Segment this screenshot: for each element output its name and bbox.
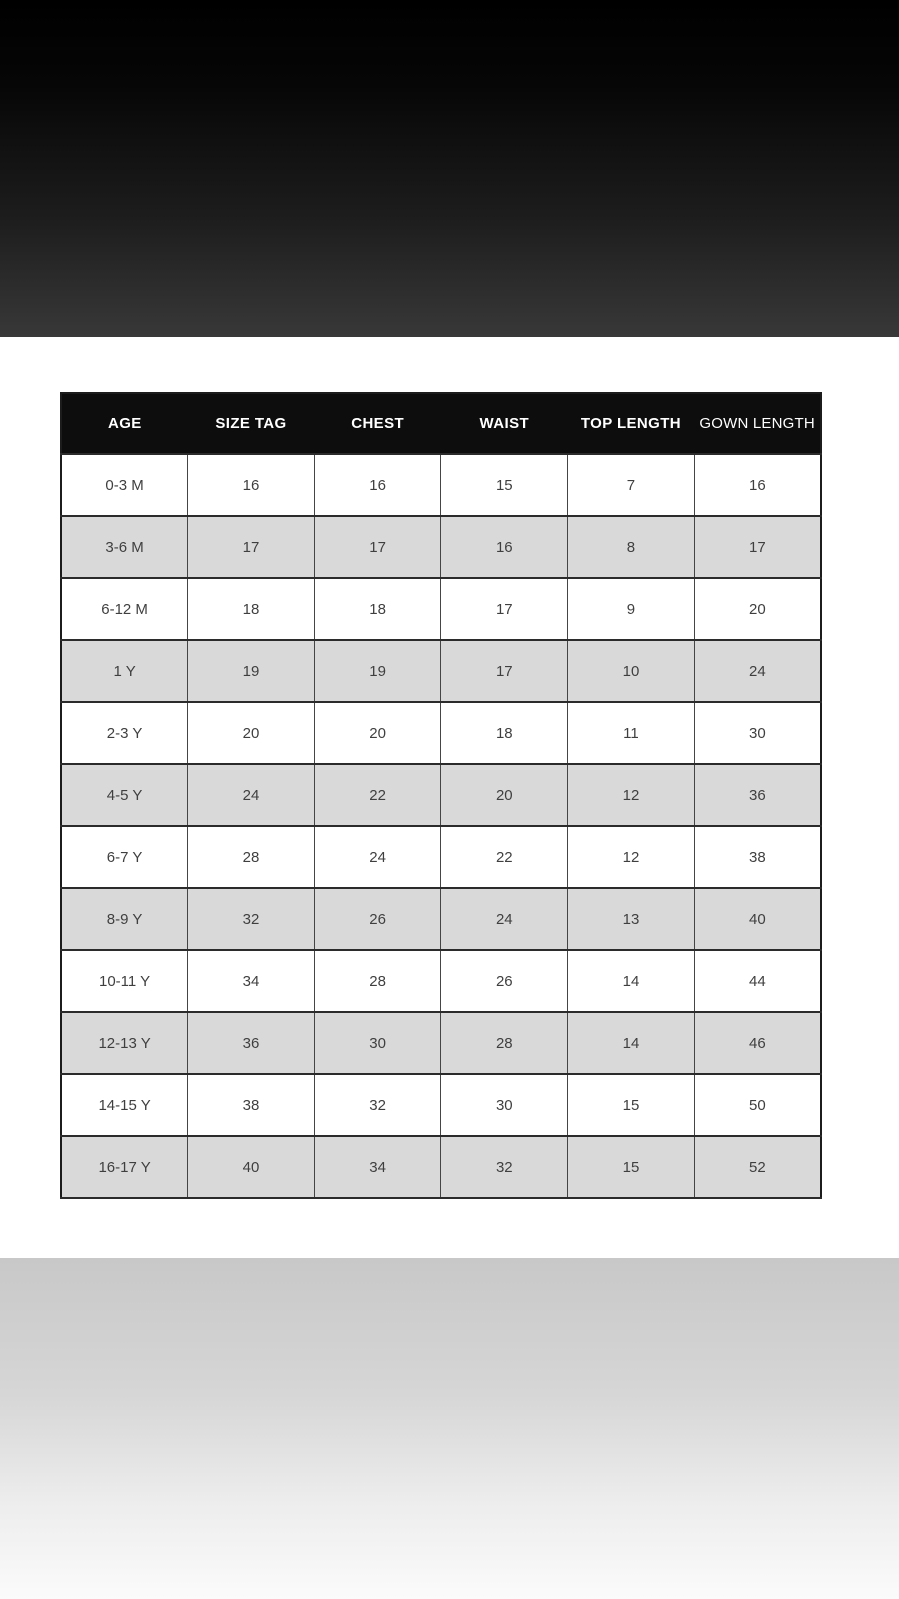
bottom-gradient-banner (0, 1258, 899, 1599)
table-cell: 17 (188, 516, 315, 578)
table-cell: 14 (568, 1012, 695, 1074)
table-cell: 30 (314, 1012, 441, 1074)
table-cell: 18 (188, 578, 315, 640)
table-cell: 7 (568, 454, 695, 516)
table-cell: 32 (188, 888, 315, 950)
table-cell: 15 (568, 1136, 695, 1198)
table-cell: 1 Y (61, 640, 188, 702)
table-cell: 24 (188, 764, 315, 826)
table-cell: 13 (568, 888, 695, 950)
table-cell: 44 (694, 950, 821, 1012)
table-cell: 17 (441, 640, 568, 702)
table-cell: 16 (188, 454, 315, 516)
table-cell: 26 (441, 950, 568, 1012)
table-cell: 15 (568, 1074, 695, 1136)
table-cell: 30 (441, 1074, 568, 1136)
table-cell: 12 (568, 764, 695, 826)
table-row (61, 516, 821, 578)
table-cell: 52 (694, 1136, 821, 1198)
table-row (61, 826, 821, 888)
table-cell: 14 (568, 950, 695, 1012)
size-chart-body (61, 454, 821, 1198)
size-chart-section (0, 337, 899, 1258)
table-row (61, 1012, 821, 1074)
table-cell: 32 (441, 1136, 568, 1198)
table-cell: 24 (694, 640, 821, 702)
table-cell: 6-7 Y (61, 826, 188, 888)
top-gradient-banner (0, 0, 899, 337)
column-header-size-tag: SIZE TAG (188, 393, 315, 454)
table-cell: 24 (441, 888, 568, 950)
table-cell: 6-12 M (61, 578, 188, 640)
header-row (61, 393, 821, 454)
table-cell: 16-17 Y (61, 1136, 188, 1198)
table-cell: 20 (441, 764, 568, 826)
table-cell: 16 (441, 516, 568, 578)
table-cell: 34 (188, 950, 315, 1012)
table-cell: 16 (694, 454, 821, 516)
table-cell: 36 (694, 764, 821, 826)
table-row (61, 1136, 821, 1198)
table-cell: 14-15 Y (61, 1074, 188, 1136)
table-cell: 18 (441, 702, 568, 764)
table-cell: 26 (314, 888, 441, 950)
table-cell: 19 (314, 640, 441, 702)
table-cell: 20 (694, 578, 821, 640)
table-cell: 0-3 M (61, 454, 188, 516)
size-chart-table (60, 392, 822, 1199)
table-cell: 28 (188, 826, 315, 888)
table-row (61, 640, 821, 702)
column-header-gown-length: GOWN LENGTH (694, 393, 821, 454)
table-row (61, 702, 821, 764)
table-cell: 22 (314, 764, 441, 826)
table-cell: 28 (314, 950, 441, 1012)
table-cell: 16 (314, 454, 441, 516)
table-cell: 15 (441, 454, 568, 516)
table-cell: 24 (314, 826, 441, 888)
column-header-chest: CHEST (314, 393, 441, 454)
table-cell: 19 (188, 640, 315, 702)
table-cell: 36 (188, 1012, 315, 1074)
size-chart-header (61, 393, 821, 454)
table-cell: 22 (441, 826, 568, 888)
table-cell: 3-6 M (61, 516, 188, 578)
table-cell: 8-9 Y (61, 888, 188, 950)
column-header-waist: WAIST (441, 393, 568, 454)
table-row (61, 888, 821, 950)
table-row (61, 454, 821, 516)
table-cell: 18 (314, 578, 441, 640)
table-cell: 40 (694, 888, 821, 950)
table-cell: 32 (314, 1074, 441, 1136)
table-cell: 34 (314, 1136, 441, 1198)
table-cell: 9 (568, 578, 695, 640)
table-cell: 20 (188, 702, 315, 764)
table-cell: 11 (568, 702, 695, 764)
table-cell: 12 (568, 826, 695, 888)
column-header-top-length: TOP LENGTH (568, 393, 695, 454)
table-cell: 46 (694, 1012, 821, 1074)
table-cell: 12-13 Y (61, 1012, 188, 1074)
table-row (61, 578, 821, 640)
table-cell: 17 (441, 578, 568, 640)
table-cell: 10 (568, 640, 695, 702)
table-row (61, 950, 821, 1012)
table-cell: 28 (441, 1012, 568, 1074)
table-row (61, 1074, 821, 1136)
table-cell: 20 (314, 702, 441, 764)
table-cell: 17 (694, 516, 821, 578)
table-cell: 50 (694, 1074, 821, 1136)
table-cell: 30 (694, 702, 821, 764)
table-row (61, 764, 821, 826)
column-header-age: AGE (61, 393, 188, 454)
table-cell: 8 (568, 516, 695, 578)
table-cell: 17 (314, 516, 441, 578)
table-cell: 2-3 Y (61, 702, 188, 764)
table-cell: 40 (188, 1136, 315, 1198)
table-cell: 38 (694, 826, 821, 888)
table-cell: 10-11 Y (61, 950, 188, 1012)
table-cell: 4-5 Y (61, 764, 188, 826)
table-cell: 38 (188, 1074, 315, 1136)
